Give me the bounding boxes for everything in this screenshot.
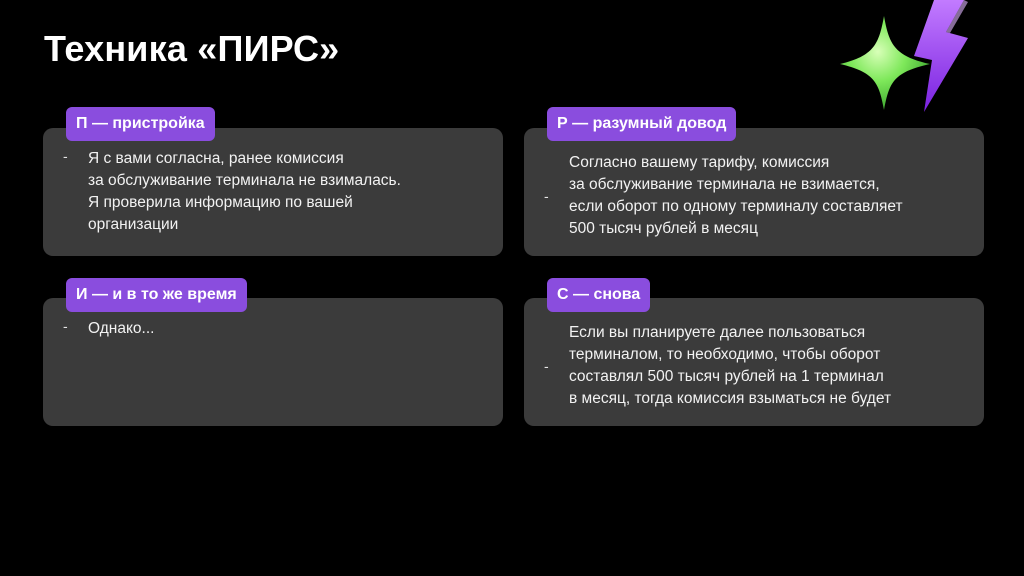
tag-pristroyka: П — пристройка: [66, 107, 215, 141]
card-text: [88, 318, 154, 340]
card-text-line: Я с вами согласна, ранее комиссия: [88, 150, 344, 167]
sparkle-star-icon: [840, 16, 930, 110]
slide-title: Техника «ПИРС»: [44, 28, 340, 69]
bullet-dash: -: [63, 318, 68, 334]
card-body: [63, 298, 483, 426]
card-text-line: за обслуживание терминала не взималась.: [88, 172, 401, 189]
card-pristroyka: [43, 128, 503, 256]
card-text: [569, 152, 903, 240]
card-text-line: Если вы планируете далее пользоваться: [569, 324, 866, 341]
bullet-dash: -: [63, 148, 68, 164]
tag-razumny-dovod: Р — разумный довод: [547, 107, 736, 141]
card-text: [569, 322, 891, 410]
card-text-line: Согласно вашему тарифу, комиссия: [569, 154, 830, 171]
card-text-line: составлял 500 тысяч рублей на 1 терминал: [569, 368, 884, 385]
tag-snova: С — снова: [547, 278, 650, 312]
bullet-dash: -: [544, 188, 549, 204]
card-text-line: в месяц, тогда комиссия взыматься не будет: [569, 390, 892, 407]
card-text-line: 500 тысяч рублей в месяц: [569, 220, 758, 237]
card-body: [544, 298, 964, 426]
lightning-bolt-icon: [914, 0, 968, 112]
card-text-line: Я проверила информацию по вашей: [88, 194, 353, 211]
tag-i-v-to-zhe-vremya: И — и в то же время: [66, 278, 247, 312]
card-text-line: Однако...: [88, 320, 155, 337]
card-text-line: если оборот по одному терминалу составляет: [569, 198, 903, 215]
card-text: [88, 148, 401, 236]
card-body: [544, 128, 964, 256]
card-text-line: организации: [88, 216, 179, 233]
card-text-line: за обслуживание терминала не взимается,: [569, 176, 880, 193]
card-razumny-dovod: [524, 128, 984, 256]
card-i-v-to-zhe-vremya: [43, 298, 503, 426]
card-snova: [524, 298, 984, 426]
card-text-line: терминалом, то необходимо, чтобы оборот: [569, 346, 881, 363]
card-body: [63, 128, 483, 256]
bullet-dash: -: [544, 358, 549, 374]
decoration: [836, 0, 986, 120]
